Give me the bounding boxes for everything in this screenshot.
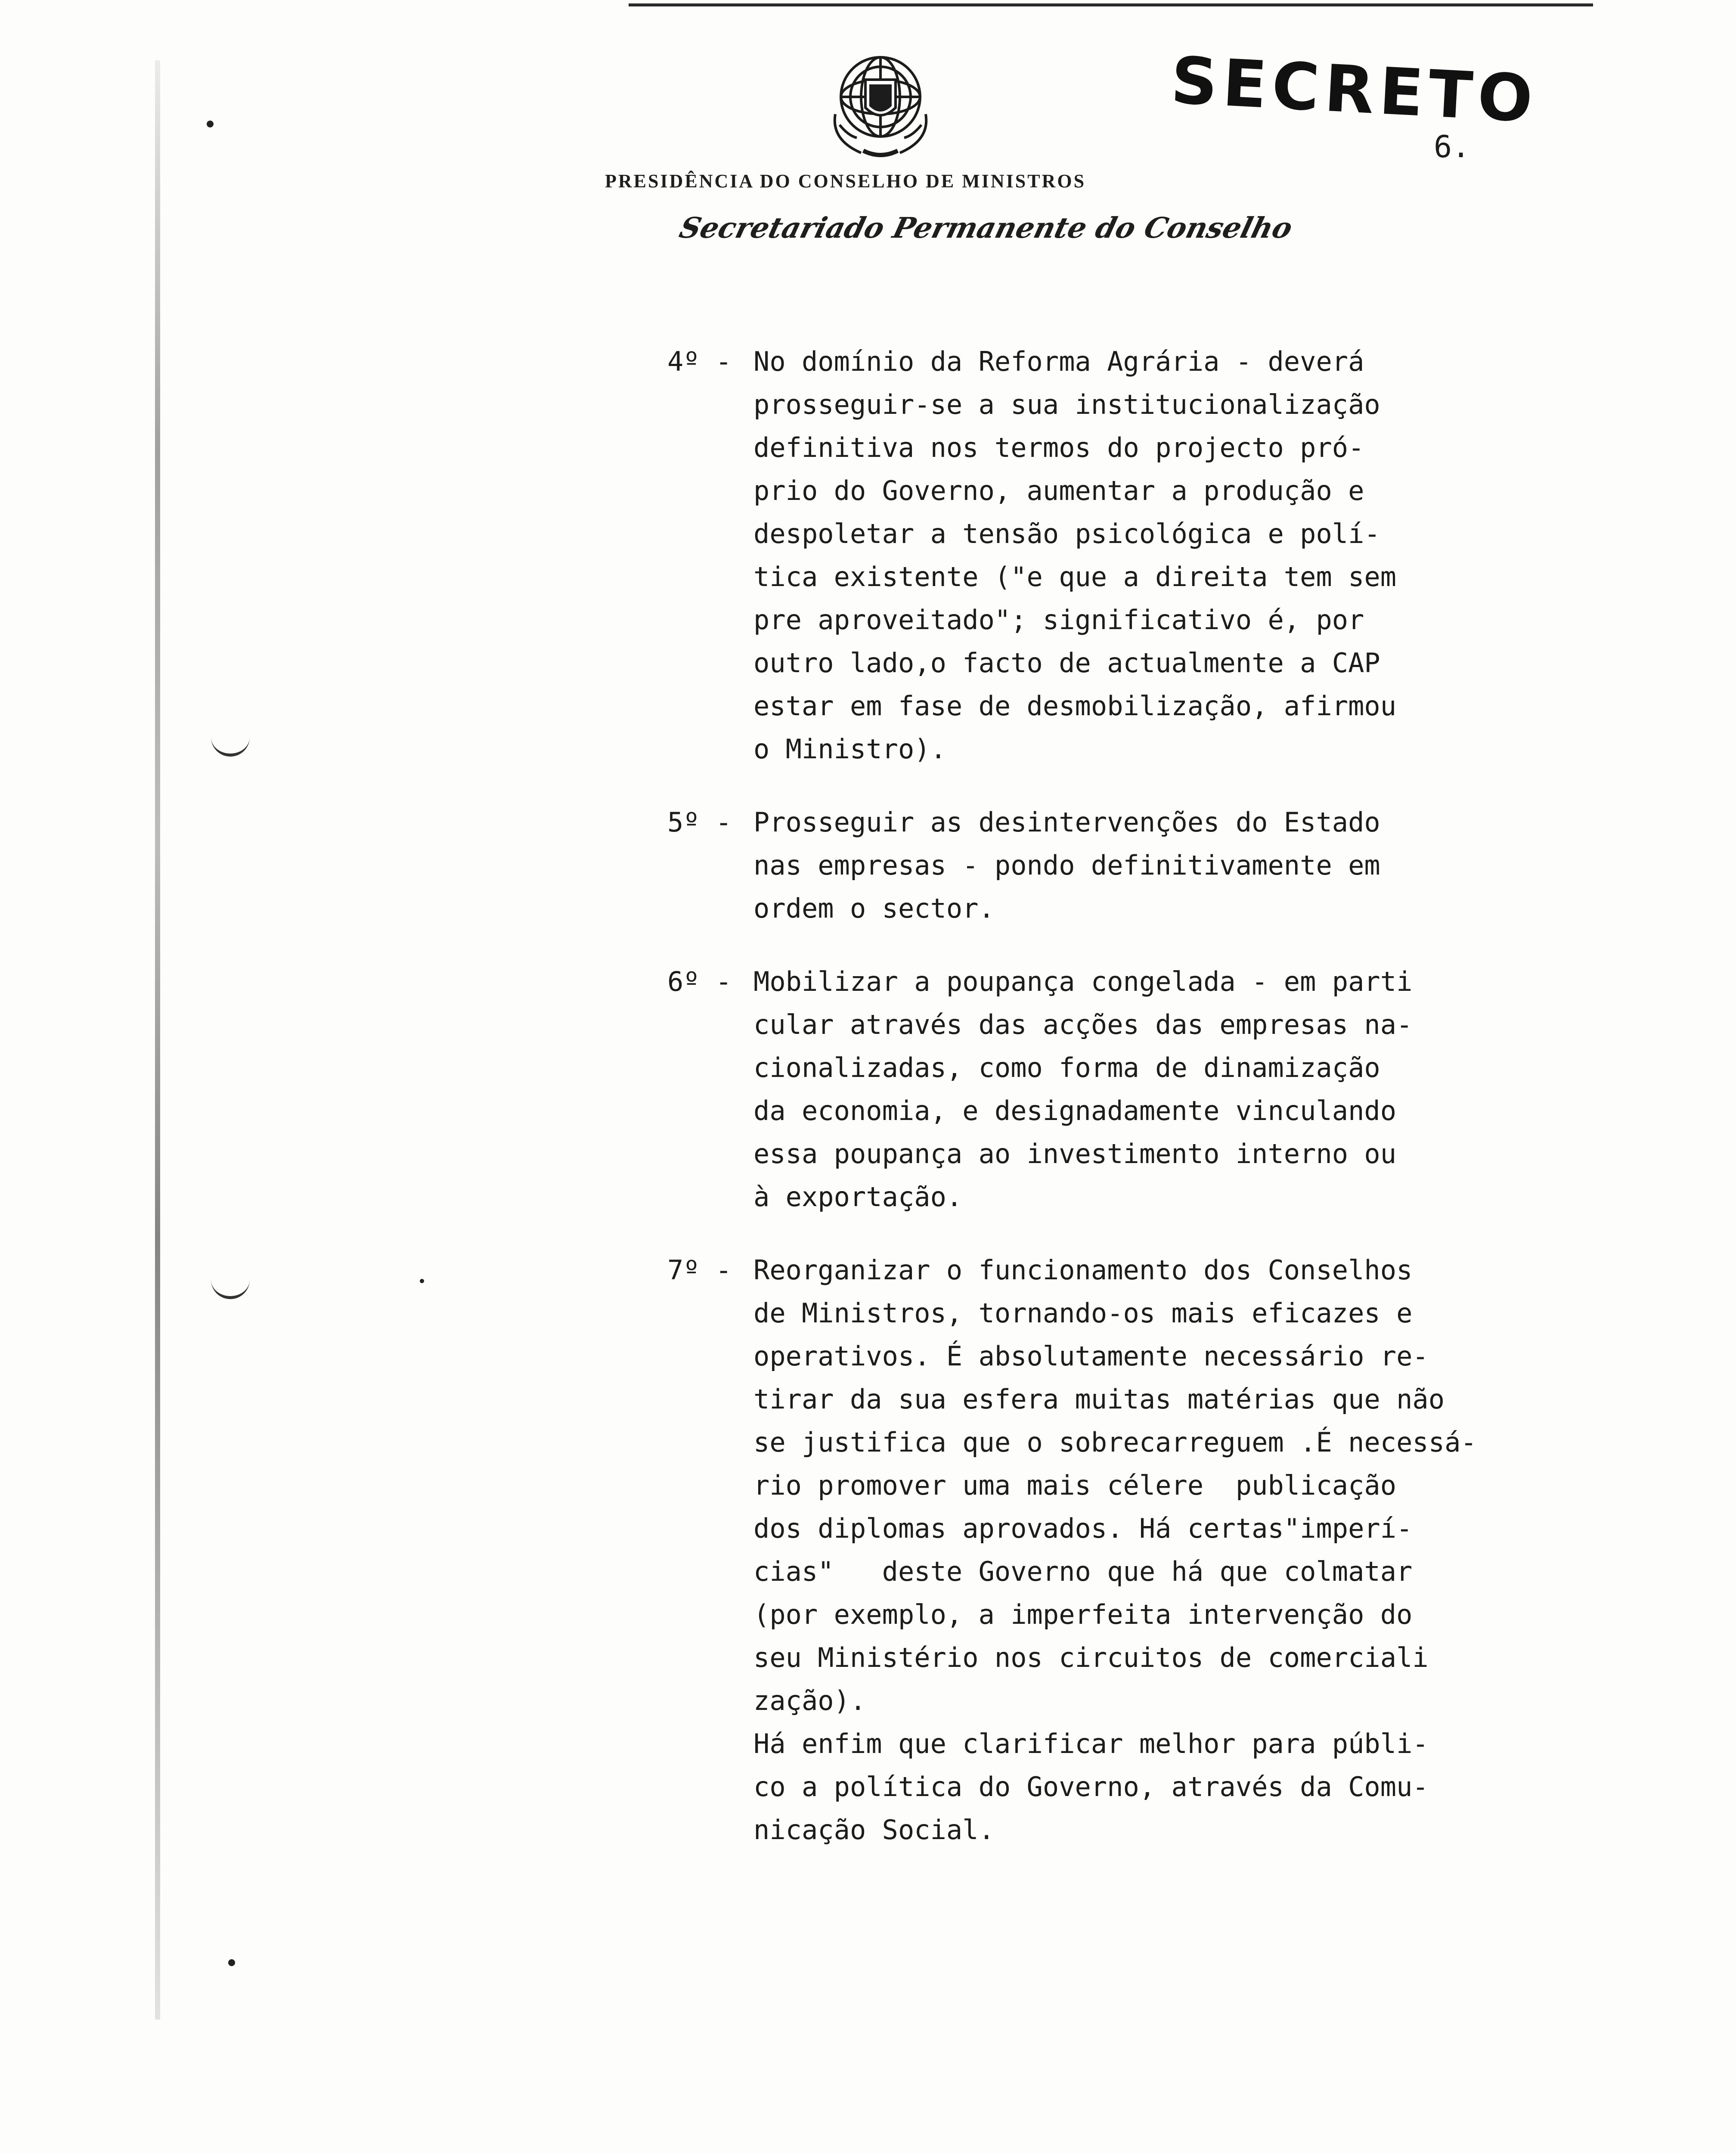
text-line: estar em fase de desmobilização, afirmou — [753, 690, 1397, 722]
item-number: 5º - — [667, 807, 732, 838]
text-line: Reorganizar o funcionamento dos Conselhos — [753, 1254, 1413, 1286]
item-number: 7º - — [667, 1254, 732, 1286]
text-line: da economia, e designadamente vinculando — [753, 1095, 1397, 1126]
text-line: o Ministro). — [753, 733, 946, 765]
punch-hole-mark — [211, 732, 250, 757]
text-line: despoletar a tensão psicológica e polí- — [753, 518, 1380, 549]
item-text — [753, 1249, 1528, 1852]
text-line: tica existente ("e que a direita tem sem — [753, 561, 1397, 593]
item-number: 4º - — [667, 346, 732, 377]
item-text — [753, 801, 1528, 930]
institution-heading: PRESIDÊNCIA DO CONSELHO DE MINISTROS — [605, 171, 1086, 192]
text-line: co a política do Governo, através da Comu- — [753, 1771, 1429, 1802]
text-line: se justifica que o sobrecarreguem .É necessá- — [753, 1427, 1477, 1458]
list-item — [667, 960, 1528, 1219]
top-rule — [629, 3, 1593, 6]
text-line: seu Ministério nos circuitos de comerciali — [753, 1642, 1429, 1673]
text-line: tirar da sua esfera muitas matérias que não — [753, 1384, 1445, 1415]
text-line: definitiva nos termos do projecto pró- — [753, 432, 1364, 463]
text-line: zação). — [753, 1685, 866, 1716]
text-line: Mobilizar a poupança congelada - em parti — [753, 966, 1413, 997]
secretariat-subheading: Secretariado Permanente do Conselho — [676, 211, 1296, 245]
text-line: essa poupança ao investimento interno ou — [753, 1138, 1397, 1170]
text-line: cionalizadas, como forma de dinamização — [753, 1052, 1380, 1083]
classification-stamp: SECRETO — [1169, 43, 1540, 137]
ink-speck — [207, 121, 214, 127]
text-line: à exportação. — [753, 1181, 963, 1213]
portuguese-coat-of-arms-icon — [822, 50, 939, 161]
text-line: ordem o sector. — [753, 893, 995, 924]
text-line: prosseguir-se a sua institucionalização — [753, 389, 1380, 420]
text-line: Prosseguir as desintervenções do Estado — [753, 807, 1380, 838]
list-item — [667, 340, 1528, 771]
text-line: outro lado,o facto de actualmente a CAP — [753, 647, 1380, 679]
punch-hole-mark — [211, 1275, 250, 1299]
item-text — [753, 340, 1528, 771]
text-line: pre aproveitado"; significativo é, por — [753, 604, 1364, 636]
text-line: dos diplomas aprovados. Há certas"imperí- — [753, 1513, 1413, 1544]
list-item — [667, 1249, 1528, 1852]
item-number: 6º - — [667, 966, 732, 997]
page-number: 6. — [1434, 129, 1470, 164]
text-line: operativos. É absolutamente necessário re- — [753, 1340, 1429, 1372]
text-line: prio do Governo, aumentar a produção e — [753, 475, 1364, 506]
ink-speck — [420, 1279, 424, 1283]
text-line: de Ministros, tornando-os mais eficazes e — [753, 1297, 1413, 1329]
ink-speck — [228, 1959, 235, 1966]
text-line: nas empresas - pondo definitivamente em — [753, 850, 1380, 881]
text-line: No domínio da Reforma Agrária - deverá — [753, 346, 1364, 377]
text-line: nicação Social. — [753, 1814, 995, 1846]
text-line: rio promover uma mais célere publicação — [753, 1470, 1397, 1501]
text-line: cias" deste Governo que há que colmatar — [753, 1556, 1413, 1587]
item-text — [753, 960, 1528, 1219]
text-line: Há enfim que clarificar melhor para públi- — [753, 1728, 1429, 1759]
text-line: cular através das acções das empresas na- — [753, 1009, 1413, 1040]
memo-body — [667, 340, 1528, 1882]
binding-edge — [155, 60, 160, 2020]
list-item — [667, 801, 1528, 930]
text-line: (por exemplo, a imperfeita intervenção do — [753, 1599, 1413, 1630]
